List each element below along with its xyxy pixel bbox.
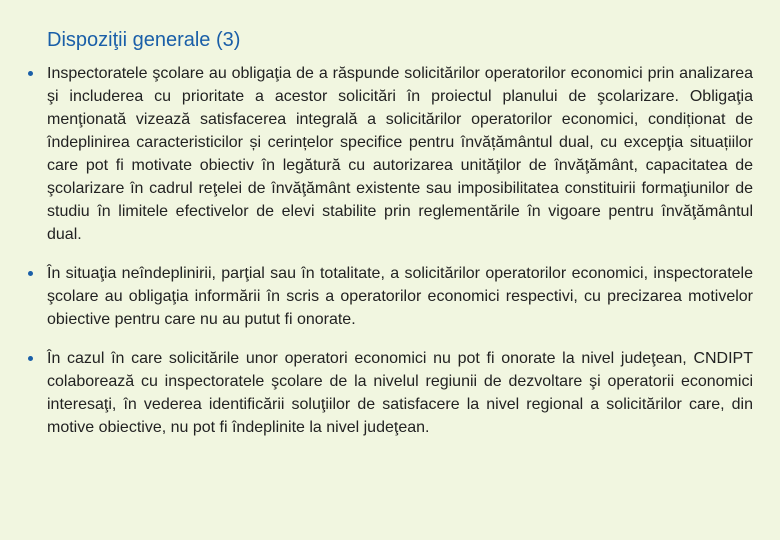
- bullet-list: [28, 62, 753, 439]
- list-item: [28, 262, 753, 331]
- bullet-icon: [28, 271, 33, 276]
- list-item: [28, 347, 753, 439]
- bullet-icon: [28, 356, 33, 361]
- bullet-text: În situaţia neîndeplinirii, parţial sau în totalitate, a solicitărilor operatorilor economici, inspectoratele şcolare au obligaţia informării în scris a operatorilor economici respectivi, cu precizarea motivelor obiective pentru care nu au putut fi onorate.: [47, 265, 753, 328]
- page-title: Dispoziţii generale (3): [47, 29, 241, 51]
- bullet-text: Inspectoratele şcolare au obligaţia de a răspunde solicitărilor operatorilor economici prin analizarea şi includerea cu prioritate a acestor solicitări în proiectul planului de şcolarizare. Obligaţia menţionată vizează satisfacerea integrală a solicitărilor operatorilor economici, condiționat de îndeplinirea caracteristicilor și cerințelor specifice pentru învățământul dual, cu excepţia situațiilor care pot fi motivate obiectiv în legătură cu autorizarea unităţilor de învăţământ, capacitatea de şcolarizare în cadrul reţelei de învăţământ existente sau imposibilitatea constituirii formaţiunilor de studiu în limitele efectivelor de elevi stabilite prin reglementările în vigoare pentru învăţământul dual.: [47, 65, 753, 243]
- bullet-icon: [28, 71, 33, 76]
- list-item: [28, 62, 753, 246]
- bullet-text: În cazul în care solicitările unor operatori economici nu pot fi onorate la nivel judeţean, CNDIPT colaborează cu inspectoratele şcolare de la nivelul regiunii de dezvoltare şi operatorii economici interesaţi, în vederea identificării soluţiilor de satisfacere la nivel regional a solicitărilor care, din motive obiective, nu pot fi îndeplinite la nivel judeţean.: [47, 350, 753, 436]
